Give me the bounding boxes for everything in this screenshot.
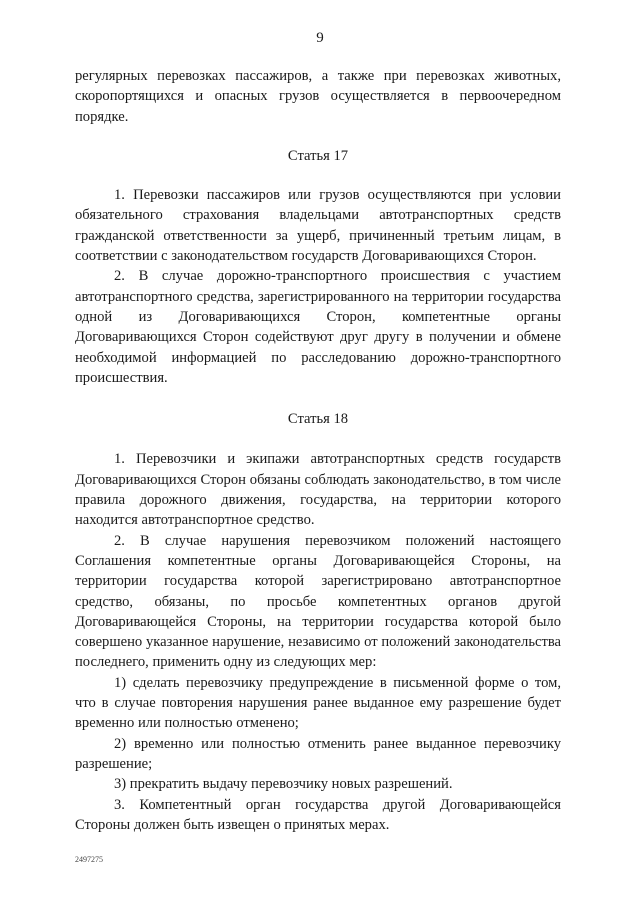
article-18-paragraph-1: 1. Перевозчики и экипажи автотранспортных средств государств Договаривающихся Сторон обязаны соблюдать законодательство, в том числе правила дорожного движения, государства, на территории которого находится автотранспортное средство.	[75, 451, 561, 529]
article-17-title: Статья 17	[287, 147, 349, 164]
document-code: 2497275	[75, 855, 103, 864]
article-18-measure-1: 1) сделать перевозчику предупреждение в письменной форме о том, что в случае повторения нарушения ранее выданное ему разрешение будет временно или полностью отменено;	[75, 674, 561, 732]
page-number: 9	[316, 30, 324, 46]
article-18-title: Статья 18	[287, 411, 349, 428]
intro-paragraph: регулярных перевозках пассажиров, а также при перевозках животных, скоропортящихся и опасных грузов осуществляется в первоочередном порядке.	[75, 68, 561, 125]
article-17-paragraph-1: 1. Перевозки пассажиров или грузов осуществляются при условии обязательного страхования владельцами автотранспортных средств гражданской ответственности за ущерб, причиненный третьим лицам, в соответствии с законодательством государств Договаривающихся Сторон.	[75, 187, 561, 265]
article-18-measure-3: 3) прекратить выдачу перевозчику новых разрешений.	[114, 776, 453, 793]
article-18-paragraph-3: 3. Компетентный орган государства другой Договаривающейся Стороны должен быть извещен о принятых мерах.	[75, 796, 561, 833]
article-17-paragraph-2: 2. В случае дорожно-транспортного происшествия с участием автотранспортного средства, зарегистрированного на территории государства одной из Договаривающихся Сторон, компетентные органы Договаривающихся Сторон содействуют друг другу в получении и обмене необходимой информацией по расследованию дорожно-транспортного происшествия.	[75, 268, 561, 386]
article-18-paragraph-2: 2. В случае нарушения перевозчиком положений настоящего Соглашения компетентные органы Договаривающейся Стороны, на территории государства которой зарегистрировано автотранспортное средство, обязаны, по просьбе компетентных органов другой Договаривающейся Стороны, на территории государства которой было совершено указанное нарушение, независимо от положений законодательства последнего, применить одну из следующих мер:	[75, 532, 561, 671]
article-18-measure-2: 2) временно или полностью отменить ранее выданное перевозчику разрешение;	[75, 735, 561, 772]
document-body	[75, 66, 561, 835]
